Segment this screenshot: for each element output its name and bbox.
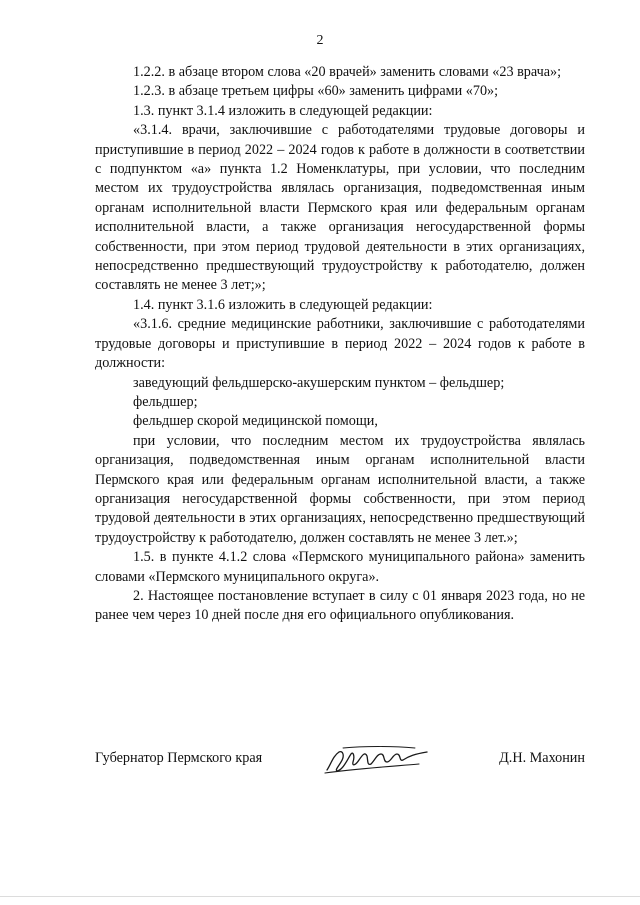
paragraph-conditions: при условии, что последним местом их трудоустройства являлась организация, подведомственная иным органам исполнительной власти Пермского края или федеральным органам исполнительной власти, а также организация негосударственной формы собственности, при этом период трудовой деятельности в этих организациях, непосредственно предшествующий трудоустройству к работодателю, должен составлять не менее 3 лет.»; <box>95 432 585 546</box>
signatory-position: Губернатор Пермского края <box>95 750 263 766</box>
paragraph-1-2-3: 1.2.3. в абзаце третьем цифры «60» заменить цифрами «70»; <box>133 83 499 100</box>
handwritten-signature <box>323 742 433 776</box>
paragraph-3-1-6: «3.1.6. средние медицинские работники, заключившие с работодателями трудовые договоры и приступившие в период 2022 – 2024 годов к работе в должности: <box>95 316 585 372</box>
page-bottom-edge <box>0 896 640 897</box>
paragraph-1-2-2: 1.2.2. в абзаце втором слова «20 врачей» заменить словами «23 врача»; <box>133 64 562 80</box>
signatory-name: Д.Н. Махонин <box>499 750 585 766</box>
document-body <box>95 63 585 626</box>
paragraph-3-1-4: «3.1.4. врачи, заключившие с работодателями трудовые договоры и приступившие в период 2022 – 2024 годов к работе в должности в соответствии с подпунктом «а» пункта 1.2 Номенклатуры, при условии, что последним местом их трудоустройства являлась организация, подведомственная иным органам исполнительной власти Пермского края или федеральным органам исполнительной власти, а также организация негосударственной формы собственности, при этом период трудовой деятельности в этих организациях, непосредственно предшествующий трудоустройству к работодателю, должен составлять не менее 3 лет;»; <box>95 122 585 294</box>
paragraph-1-4: 1.4. пункт 3.1.6 изложить в следующей редакции: <box>133 296 433 313</box>
page-number: 2 <box>316 33 324 48</box>
list-item-position-2: фельдшер; <box>133 393 198 410</box>
paragraph-1-5: 1.5. в пункте 4.1.2 слова «Пермского муниципального района» заменить словами «Пермского муниципального округа». <box>95 549 585 585</box>
list-item-position-3: фельдшер скорой медицинской помощи, <box>133 413 378 430</box>
paragraph-1-3: 1.3. пункт 3.1.4 изложить в следующей редакции: <box>133 102 433 119</box>
list-item-position-1: заведующий фельдшерско-акушерским пунктом – фельдшер; <box>133 374 505 391</box>
paragraph-2: 2. Настоящее постановление вступает в силу с 01 января 2023 года, но не ранее чем через 10 дней после дня его официального опубликования. <box>95 587 585 624</box>
signature-block <box>95 742 585 782</box>
